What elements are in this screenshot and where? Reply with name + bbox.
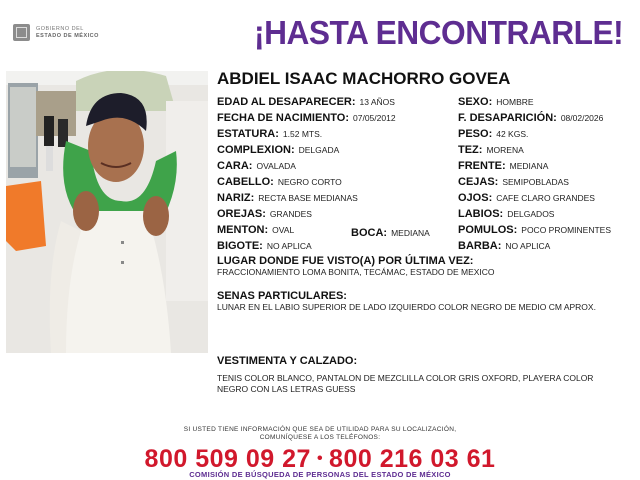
section-title: VESTIMENTA Y CALZADO: [217,355,358,367]
field-label: OREJAS: [217,208,266,220]
field-label: CEJAS: [458,176,499,188]
field-cabello [217,175,342,188]
field-label: PESO: [458,128,493,140]
field-value: MORENA [486,145,524,155]
missing-person-photo [6,71,208,353]
contact-note-line-1: SI USTED TIENE INFORMACIÓN QUE SEA DE UTILIDAD PARA SU LOCALIZACIÓN, [183,426,457,433]
field-value: 08/02/2026 [560,113,604,123]
field-value: POCO PROMINENTES [521,225,612,235]
photo-illustration [6,71,208,353]
field-edad [217,95,395,108]
field-label: OJOS: [458,192,493,204]
field-value: NEGRO CORTO [277,177,342,187]
field-frente [458,159,548,172]
person-name: ABDIEL ISAAC MACHORRO GOVEA [217,69,511,88]
field-peso [458,127,528,140]
separator-dot-icon: • [316,450,324,467]
field-label: CABELLO: [217,176,274,188]
field-value: MEDIANA [509,161,549,171]
field-label: ESTATURA: [217,128,279,140]
field-labios [458,207,554,220]
logo-line-1: GOBIERNO DEL [36,26,84,32]
field-nariz [217,191,358,204]
field-value: OVAL [272,225,295,235]
field-label: BOCA: [351,227,388,239]
field-value: 13 AÑOS [359,97,395,107]
field-label: NARIZ: [217,192,255,204]
field-value: 42 KGS. [496,129,529,139]
field-value: 07/05/2012 [353,113,396,123]
headline: ¡HASTA ENCONTRARLE! [254,14,624,51]
field-value: DELGADOS [507,209,555,219]
field-complexion [217,143,339,156]
field-value: MEDIANA [391,228,430,238]
field-sexo [458,95,534,108]
field-boca [351,226,430,239]
field-label: FRENTE: [458,160,506,172]
field-label: COMPLEXION: [217,144,295,156]
field-value: GRANDES [269,209,312,219]
field-label: F. DESAPARICIÓN: [458,112,557,124]
field-orejas [217,207,312,220]
section-text: LUNAR EN EL LABIO SUPERIOR DE LADO IZQUIERDO COLOR NEGRO DE MEDIO CM APROX. [217,302,596,312]
field-value: SEMIPOBLADAS [502,177,569,187]
field-label: EDAD AL DESAPARECER: [217,96,356,108]
commission-name: COMISIÓN DE BÚSQUEDA DE PERSONAS DEL ESTADO DE MÉXICO [189,470,451,479]
section-title: SENAS PARTICULARES: [217,290,347,302]
field-value: NO APLICA [266,241,312,251]
field-pomulos [458,223,611,236]
section-text: TENIS COLOR BLANCO, PANTALON DE MEZCLILLA COLOR GRIS OXFORD, PLAYERA COLOR NEGRO CON LAS LETRAS GUESS [217,373,594,394]
phone-1[interactable]: 800 509 09 27 [144,445,311,473]
field-barba [458,239,550,252]
government-logo [13,24,99,41]
field-ojos [458,191,595,204]
section-distinguishing-marks [217,290,597,313]
field-label: POMULOS: [458,224,518,236]
field-cara [217,159,296,172]
field-value: OVALADA [256,161,296,171]
contact-note [0,426,640,441]
field-tez [458,143,524,156]
field-label: BARBA: [458,240,502,252]
field-value: HOMBRE [496,97,534,107]
section-clothing [217,355,597,395]
field-value: NO APLICA [505,241,551,251]
field-nacimiento [217,111,396,124]
field-menton [217,223,294,236]
state-emblem-icon [13,24,30,41]
field-label: BIGOTE: [217,240,263,252]
field-label: TEZ: [458,144,483,156]
field-label: FECHA DE NACIMIENTO: [217,112,349,124]
field-label: CARA: [217,160,253,172]
section-title: LUGAR DONDE FUE VISTO(A) POR ÚLTIMA VEZ: [217,255,474,267]
field-cejas [458,175,569,188]
field-label: LABIOS: [458,208,504,220]
section-last-seen [217,255,597,278]
phone-2[interactable]: 800 216 03 61 [329,445,496,473]
field-value: RECTA BASE MEDIANAS [258,193,358,203]
field-value: DELGADA [298,145,340,155]
field-bigote [217,239,312,252]
field-estatura [217,127,322,140]
field-label: MENTON: [217,224,269,236]
field-label: SEXO: [458,96,493,108]
field-value: 1.52 MTS. [282,129,323,139]
contact-note-line-2: COMUNÍQUESE A LOS TELÉFONOS: [259,433,381,441]
field-value: CAFE CLARO GRANDES [496,193,595,203]
section-text: FRACCIONAMIENTO LOMA BONITA, TECÁMAC, ESTADO DE MEXICO [217,267,495,277]
field-desaparicion [458,111,603,124]
logo-line-2: ESTADO DE MÉXICO [36,32,99,39]
logo-text [36,26,99,39]
